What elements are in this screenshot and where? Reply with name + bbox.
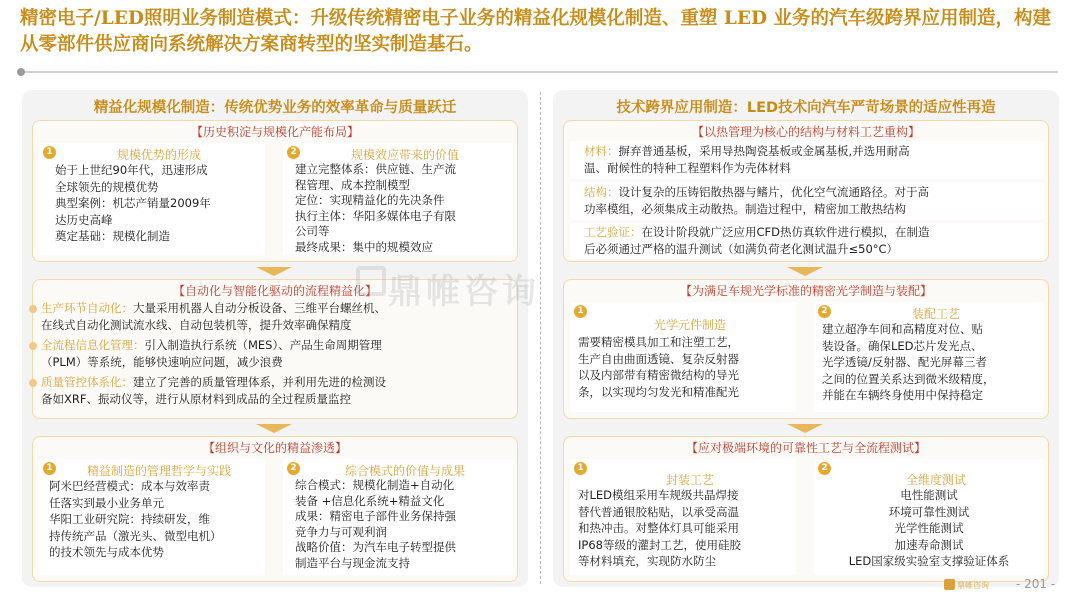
section-title: 【自动化与智能化驱动的流程精益化】 — [172, 284, 377, 298]
down-arrow-icon — [256, 424, 292, 433]
card-body: 阿米巴经营模式：成本与效率责 任落实到最小业务单元 华阳工业研究院：持续研发，维 持传统产品（激光头、微型电机） 的技术领先与成本优势 — [49, 479, 222, 559]
card-body: 建立超净车间和高精度对位、贴 装设备。确保LED芯片发光点、 光学透镜/反射器、配光屏幕三者 之间的位置关系达到微米级精度， 并能在车辆终身使用中保持稳定 — [822, 322, 995, 402]
down-arrow-icon — [787, 424, 823, 433]
section-title: 【历史积淀与规模化产能布局】 — [190, 125, 359, 139]
section-title: 【组织与文化的精益渗透】 — [202, 441, 347, 455]
card-body: 始于上世纪90年代，迅速形成 全球领先的规模优势 典型案例：机芯产销量2009年 达历史高峰 奠定基础：规模化制造 — [55, 163, 211, 243]
watermark: 鼎帷咨询 — [388, 272, 540, 312]
automation-item: 质量管控体系化：建立了完善的质量管理体系，并利用先进的检测设 备如XRF、振动仪等，进行从原材料到成品的全过程质量监控 — [41, 375, 386, 406]
card-scale-advantage — [39, 143, 265, 255]
number-badge: 2 — [818, 462, 831, 475]
card-lean-philosophy — [39, 459, 265, 575]
thermal-item-structure: 结构：设计复杂的压铸铝散热器与鳍片，优化空气流通路径。对于高 功率模组，必须集成主动散热。制造过程中，精密加工散热结构 — [570, 182, 1044, 220]
card-integrated-model — [283, 459, 513, 575]
card-title: 综合模式的价值与成果 — [344, 464, 465, 478]
page-number: - 201 - — [1016, 577, 1056, 591]
right-section-reliability — [563, 436, 1049, 582]
down-arrow-icon — [787, 267, 823, 276]
card-body: 电性能测试 环境可靠性测试 光学性能测试 加速寿命测试 LED国家级实验室支撑验证体系 — [848, 488, 1010, 568]
bullet-icon — [29, 305, 37, 313]
right-column — [553, 90, 1059, 587]
card-title: 装配工艺 — [911, 307, 960, 321]
bullet-icon — [29, 379, 37, 387]
number-badge: 2 — [287, 462, 300, 475]
right-section-thermal — [563, 120, 1049, 262]
left-section-culture — [32, 436, 518, 582]
footer-logo: 鼎帷咨询 — [957, 581, 989, 590]
number-badge: 1 — [574, 462, 587, 475]
number-badge: 1 — [43, 462, 56, 475]
card-title: 封装工艺 — [665, 473, 714, 487]
card-title: 规模效应带来的价值 — [350, 148, 459, 162]
number-badge: 1 — [574, 305, 587, 318]
down-arrow-icon — [256, 267, 292, 276]
title-divider-dot — [17, 68, 25, 76]
footer-logo-icon — [944, 579, 955, 590]
card-scale-value — [283, 143, 513, 255]
left-section-history — [32, 120, 518, 262]
card-packaging — [570, 459, 796, 575]
card-body: 综合模式：规模化制造+自动化 装备 +信息化系统+精益文化 成果：精密电子部件业务保持强 竞争力与可观利润 战略价值：为汽车电子转型提供 制造平台与现金流支持 — [295, 478, 456, 570]
card-assembly — [814, 302, 1044, 412]
section-title: 【应对极端环境的可靠性工艺与全流程测试】 — [685, 441, 926, 455]
page-title: 精密电子/LED照明业务制造模式：升级传统精密电子业务的精益化规模化制造、重塑 LED 业务的汽车级跨界应用制造，构建从零部件供应商向系统解决方案商转型的坚实制造基石。 — [20, 8, 1051, 55]
card-body: 需要精密模具加工和注塑工艺， 生产自由曲面透镜、复杂反射器 以及内部带有精密微结构的导光 条，以实现均匀发光和精准配光 — [578, 335, 739, 399]
number-badge: 2 — [287, 146, 300, 159]
section-title: 【以热管理为核心的结构与材料工艺重构】 — [691, 125, 920, 139]
automation-item: 全流程信息化管理：引入制造执行系统（MES）、产品生命周期管理 （PLM）等系统，能够快速响应问题，减少浪费 — [41, 338, 382, 369]
left-column-title: 精益化规模化制造：传统优势业务的效率革命与质量跃迁 — [93, 100, 457, 116]
number-badge: 2 — [818, 305, 831, 318]
right-column-title: 技术跨界应用制造：LED技术向汽车严苛场景的适应性再造 — [616, 100, 996, 116]
bullet-icon — [29, 342, 37, 350]
card-body: 对LED模组采用车规级共晶焊接 替代普通银胶粘贴，以承受高温 和热冲击。对整体灯具可能采用 IP68等级的灌封工艺，使用硅胶 等材料填充，实现防水防尘 — [578, 488, 741, 568]
thermal-item-material: 材料：摒弃普通基板，采用导热陶瓷基板或金属基板,并选用耐高 温、耐候性的特种工程塑料作为壳体材料 — [570, 141, 1044, 179]
card-body: 建立完整体系：供应链、生产流 程管理、成本控制模型 定位：实现精益化的先决条件 执行主体：华阳多媒体电子有限 公司等 最终成果：集中的规模效应 — [295, 162, 456, 254]
card-title: 精益制造的管理哲学与实践 — [86, 464, 231, 478]
card-title: 规模优势的形成 — [116, 148, 201, 162]
watermark-logo-icon — [356, 266, 386, 296]
card-title: 光学元件制造 — [653, 318, 726, 332]
number-badge: 1 — [43, 146, 56, 159]
automation-item: 生产环节自动化：大量采用机器人自动分板设备、三维平台螺丝机、 在线式自动化测试流水线、自动包装机等，提升效率确保精度 — [41, 301, 386, 332]
card-title: 全维度测试 — [905, 473, 966, 487]
right-section-optics — [563, 279, 1049, 419]
section-title: 【为满足车规光学标准的精密光学制造与装配】 — [679, 284, 932, 298]
card-full-testing — [814, 459, 1044, 575]
title-divider — [20, 71, 1058, 73]
card-optical-components — [570, 302, 796, 412]
column-divider — [540, 92, 541, 584]
thermal-item-validation: 工艺验证：在设计阶段就广泛应用CFD热仿真软件进行模拟，在制造 后必须通过严格的温升测试（如满负荷老化测试温升≤50°C） — [570, 223, 1044, 259]
left-column — [22, 90, 528, 587]
